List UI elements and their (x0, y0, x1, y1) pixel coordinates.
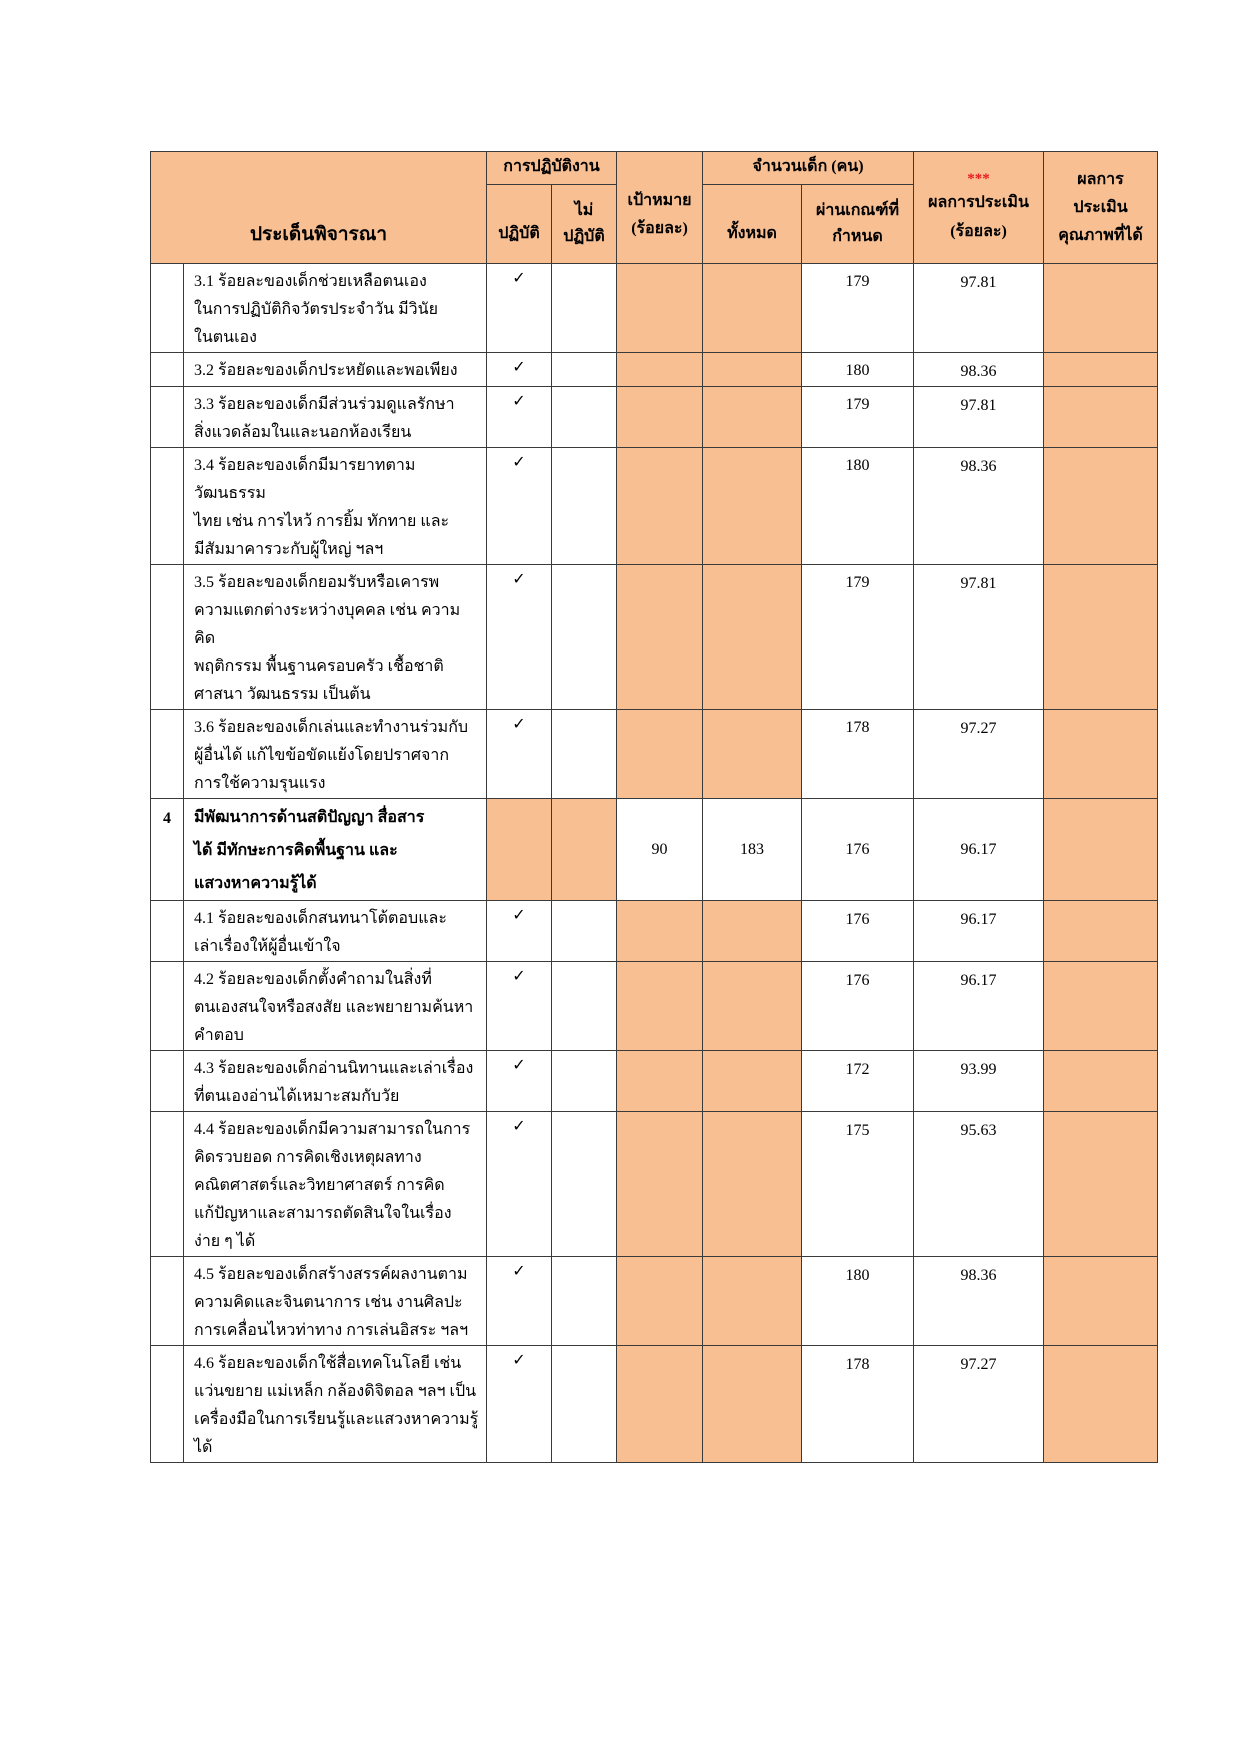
passed-cell: 180 (802, 353, 914, 387)
criteria-line: ที่ตนเองอ่านได้เหมาะสมกับวัย (194, 1088, 400, 1105)
passed-cell: 180 (802, 448, 914, 565)
criteria-line: พฤติกรรม พื้นฐานครอบครัว เชื้อชาติ (194, 658, 444, 675)
criteria-line: การเคลื่อนไหวท่าทาง การเล่นอิสระ ฯลฯ (194, 1322, 469, 1339)
not-practiced-cell (552, 387, 617, 448)
result-cell: 98.36 (914, 448, 1044, 565)
quality-cell (1044, 448, 1158, 565)
row-indent (151, 565, 184, 710)
quality-cell (1044, 901, 1158, 962)
criteria-line: ศาสนา วัฒนธรรม เป็นต้น (194, 686, 371, 703)
criteria-line: เล่าเรื่องให้ผู้อื่นเข้าใจ (194, 938, 341, 955)
criteria-line: คำตอบ (194, 1027, 244, 1044)
section-practiced-cell (487, 799, 552, 901)
header-children-group: จำนวนเด็ก (คน) (703, 152, 914, 185)
not-practiced-cell (552, 264, 617, 353)
section-passed: 176 (802, 799, 914, 901)
result-cell: 96.17 (914, 962, 1044, 1051)
section-row (151, 799, 1158, 901)
header-result-line2: (ร้อยละ) (950, 222, 1007, 240)
total-cell (703, 1051, 802, 1112)
result-cell: 98.36 (914, 353, 1044, 387)
criteria-line: 3.4 ร้อยละของเด็กมีมารยาทตามวัฒนธรรม (194, 457, 416, 502)
total-cell (703, 1346, 802, 1463)
passed-cell: 180 (802, 1257, 914, 1346)
header-quality (1044, 152, 1158, 264)
criteria-text (184, 1346, 487, 1463)
quality-cell (1044, 1051, 1158, 1112)
header-total: ทั้งหมด (703, 185, 802, 264)
criteria-line: ในการปฏิบัติกิจวัตรประจำวัน มีวินัย (194, 301, 438, 318)
criteria-line: ตนเองสนใจหรือสงสัย และพยายามค้นหา (194, 999, 474, 1016)
total-cell (703, 353, 802, 387)
header-not-practiced (552, 185, 617, 264)
passed-cell: 179 (802, 264, 914, 353)
table-row (151, 962, 1158, 1051)
passed-cell: 179 (802, 565, 914, 710)
not-practiced-cell (552, 710, 617, 799)
criteria-line: ไทย เช่น การไหว้ การยิ้ม ทักทาย และ (194, 513, 450, 530)
target-cell (617, 962, 703, 1051)
section-number: 4 (151, 799, 184, 901)
target-cell (617, 1257, 703, 1346)
criteria-line: มีสัมมาคารวะกับผู้ใหญ่ ฯลฯ (194, 541, 384, 558)
row-indent (151, 901, 184, 962)
section-title (184, 799, 487, 901)
criteria-line: ความคิดและจินตนาการ เช่น งานศิลปะ (194, 1294, 463, 1311)
section-target: 90 (617, 799, 703, 901)
total-cell (703, 264, 802, 353)
quality-cell (1044, 353, 1158, 387)
criteria-text (184, 1257, 487, 1346)
section-result: 96.17 (914, 799, 1044, 901)
criteria-line: เครื่องมือในการเรียนรู้และแสวงหาความรู้ (194, 1411, 479, 1428)
result-cell: 97.81 (914, 387, 1044, 448)
header-quality-line2: ประเมิน (1073, 198, 1128, 216)
total-cell (703, 1112, 802, 1257)
total-cell (703, 387, 802, 448)
criteria-line: 3.6 ร้อยละของเด็กเล่นและทำงานร่วมกับ (194, 719, 469, 736)
header-result-stars: *** (967, 170, 990, 187)
criteria-line: 4.4 ร้อยละของเด็กมีความสามารถในการ (194, 1121, 471, 1138)
total-cell (703, 962, 802, 1051)
not-practiced-cell (552, 565, 617, 710)
criteria-line: 4.1 ร้อยละของเด็กสนทนาโต้ตอบและ (194, 910, 447, 927)
criteria-line: คิดรวบยอด การคิดเชิงเหตุผลทาง (194, 1149, 422, 1166)
table-row (151, 387, 1158, 448)
criteria-line: ได้ (194, 1439, 213, 1456)
quality-cell (1044, 962, 1158, 1051)
header-quality-line1: ผลการ (1077, 170, 1124, 188)
criteria-line: การใช้ความรุนแรง (194, 775, 326, 792)
row-indent (151, 353, 184, 387)
total-cell (703, 565, 802, 710)
target-cell (617, 448, 703, 565)
result-cell: 97.27 (914, 1346, 1044, 1463)
criteria-line: 4.2 ร้อยละของเด็กตั้งคำถามในสิ่งที่ (194, 971, 432, 988)
header-target (617, 152, 703, 264)
result-cell: 93.99 (914, 1051, 1044, 1112)
result-cell: 96.17 (914, 901, 1044, 962)
total-cell (703, 1257, 802, 1346)
criteria-line: 4.6 ร้อยละของเด็กใช้สื่อเทคโนโลยี เช่น (194, 1355, 462, 1372)
header-passed (802, 185, 914, 264)
header-not-practiced-line1: ไม่ (574, 202, 594, 219)
check-icon: ✓ (487, 1112, 552, 1257)
check-icon: ✓ (487, 901, 552, 962)
header-target-line1: เป้าหมาย (627, 191, 692, 209)
passed-cell: 178 (802, 710, 914, 799)
criteria-line: 3.2 ร้อยละของเด็กประหยัดและพอเพียง (194, 362, 458, 379)
total-cell (703, 448, 802, 565)
not-practiced-cell (552, 901, 617, 962)
quality-cell (1044, 710, 1158, 799)
header-target-line2: (ร้อยละ) (631, 219, 688, 237)
passed-cell: 179 (802, 387, 914, 448)
check-icon: ✓ (487, 264, 552, 353)
section-quality-cell (1044, 799, 1158, 901)
section-title-line: แสวงหาความรู้ได้ (194, 875, 317, 892)
not-practiced-cell (552, 1257, 617, 1346)
section-not-practiced-cell (552, 799, 617, 901)
result-cell: 97.81 (914, 565, 1044, 710)
table-row (151, 448, 1158, 565)
total-cell (703, 901, 802, 962)
total-cell (703, 710, 802, 799)
quality-cell (1044, 1346, 1158, 1463)
check-icon: ✓ (487, 565, 552, 710)
criteria-line: ง่าย ๆ ได้ (194, 1233, 256, 1250)
target-cell (617, 353, 703, 387)
check-icon: ✓ (487, 1051, 552, 1112)
check-icon: ✓ (487, 387, 552, 448)
target-cell (617, 1346, 703, 1463)
not-practiced-cell (552, 1112, 617, 1257)
criteria-line: ความแตกต่างระหว่างบุคคล เช่น ความคิด (194, 602, 461, 647)
quality-cell (1044, 264, 1158, 353)
result-cell: 98.36 (914, 1257, 1044, 1346)
header-practice-group: การปฏิบัติงาน (487, 152, 617, 185)
row-indent (151, 448, 184, 565)
target-cell (617, 387, 703, 448)
not-practiced-cell (552, 1051, 617, 1112)
target-cell (617, 1112, 703, 1257)
table-row (151, 264, 1158, 353)
table-row (151, 353, 1158, 387)
target-cell (617, 565, 703, 710)
result-cell: 95.63 (914, 1112, 1044, 1257)
result-cell: 97.81 (914, 264, 1044, 353)
criteria-line: แว่นขยาย แม่เหล็ก กล้องดิจิตอล ฯลฯ เป็น (194, 1383, 477, 1400)
criteria-line: ผู้อื่นได้ แก้ไขข้อขัดแย้งโดยปราศจาก (194, 747, 450, 764)
header-result (914, 152, 1044, 264)
section-total: 183 (703, 799, 802, 901)
target-cell (617, 901, 703, 962)
section-title-line: ได้ มีทักษะการคิดพื้นฐาน และ (194, 842, 398, 859)
criteria-line: 3.3 ร้อยละของเด็กมีส่วนร่วมดูแลรักษา (194, 396, 455, 413)
row-indent (151, 387, 184, 448)
table-row (151, 1112, 1158, 1257)
check-icon: ✓ (487, 448, 552, 565)
row-indent (151, 264, 184, 353)
check-icon: ✓ (487, 1346, 552, 1463)
passed-cell: 176 (802, 901, 914, 962)
row-indent (151, 1257, 184, 1346)
section-title-line: มีพัฒนาการด้านสติปัญญา สื่อสาร (194, 809, 425, 826)
criteria-text (184, 962, 487, 1051)
criteria-text (184, 387, 487, 448)
header-criteria: ประเด็นพิจารณา (151, 152, 487, 264)
header-passed-line1: ผ่านเกณฑ์ที่ (815, 202, 900, 219)
table-row (151, 565, 1158, 710)
criteria-line: 3.5 ร้อยละของเด็กยอมรับหรือเคารพ (194, 574, 440, 591)
check-icon: ✓ (487, 710, 552, 799)
header-quality-line3: คุณภาพที่ได้ (1058, 226, 1143, 244)
row-indent (151, 1112, 184, 1257)
row-indent (151, 1346, 184, 1463)
result-cell: 97.27 (914, 710, 1044, 799)
header-practiced: ปฏิบัติ (487, 185, 552, 264)
table-row (151, 1346, 1158, 1463)
passed-cell: 175 (802, 1112, 914, 1257)
criteria-line: 3.1 ร้อยละของเด็กช่วยเหลือตนเอง (194, 273, 427, 290)
header-row-top (151, 152, 1158, 185)
check-icon: ✓ (487, 353, 552, 387)
table-row (151, 1257, 1158, 1346)
assessment-table (150, 151, 1158, 1463)
not-practiced-cell (552, 448, 617, 565)
criteria-text (184, 901, 487, 962)
quality-cell (1044, 387, 1158, 448)
criteria-text (184, 1112, 487, 1257)
criteria-line: คณิตศาสตร์และวิทยาศาสตร์ การคิด (194, 1177, 445, 1194)
criteria-line: สิ่งแวดล้อมในและนอกห้องเรียน (194, 424, 412, 441)
criteria-line: แก้ปัญหาและสามารถตัดสินใจในเรื่อง (194, 1205, 452, 1222)
passed-cell: 178 (802, 1346, 914, 1463)
quality-cell (1044, 1112, 1158, 1257)
table-row (151, 901, 1158, 962)
criteria-line: 4.3 ร้อยละของเด็กอ่านนิทานและเล่าเรื่อง (194, 1060, 474, 1077)
header-not-practiced-line2: ปฏิบัติ (563, 228, 605, 245)
table-row (151, 1051, 1158, 1112)
passed-cell: 176 (802, 962, 914, 1051)
not-practiced-cell (552, 962, 617, 1051)
criteria-line: ในตนเอง (194, 329, 257, 346)
target-cell (617, 264, 703, 353)
row-indent (151, 962, 184, 1051)
criteria-text (184, 565, 487, 710)
not-practiced-cell (552, 1346, 617, 1463)
criteria-text (184, 264, 487, 353)
header-passed-line2: กำหนด (832, 228, 883, 245)
header-result-line1: ผลการประเมิน (928, 193, 1029, 211)
check-icon: ✓ (487, 962, 552, 1051)
not-practiced-cell (552, 353, 617, 387)
quality-cell (1044, 565, 1158, 710)
criteria-text (184, 448, 487, 565)
passed-cell: 172 (802, 1051, 914, 1112)
table-row (151, 710, 1158, 799)
row-indent (151, 1051, 184, 1112)
target-cell (617, 710, 703, 799)
target-cell (617, 1051, 703, 1112)
row-indent (151, 710, 184, 799)
check-icon: ✓ (487, 1257, 552, 1346)
quality-cell (1044, 1257, 1158, 1346)
criteria-line: 4.5 ร้อยละของเด็กสร้างสรรค์ผลงานตาม (194, 1266, 468, 1283)
criteria-text (184, 353, 487, 387)
criteria-text (184, 1051, 487, 1112)
criteria-text (184, 710, 487, 799)
